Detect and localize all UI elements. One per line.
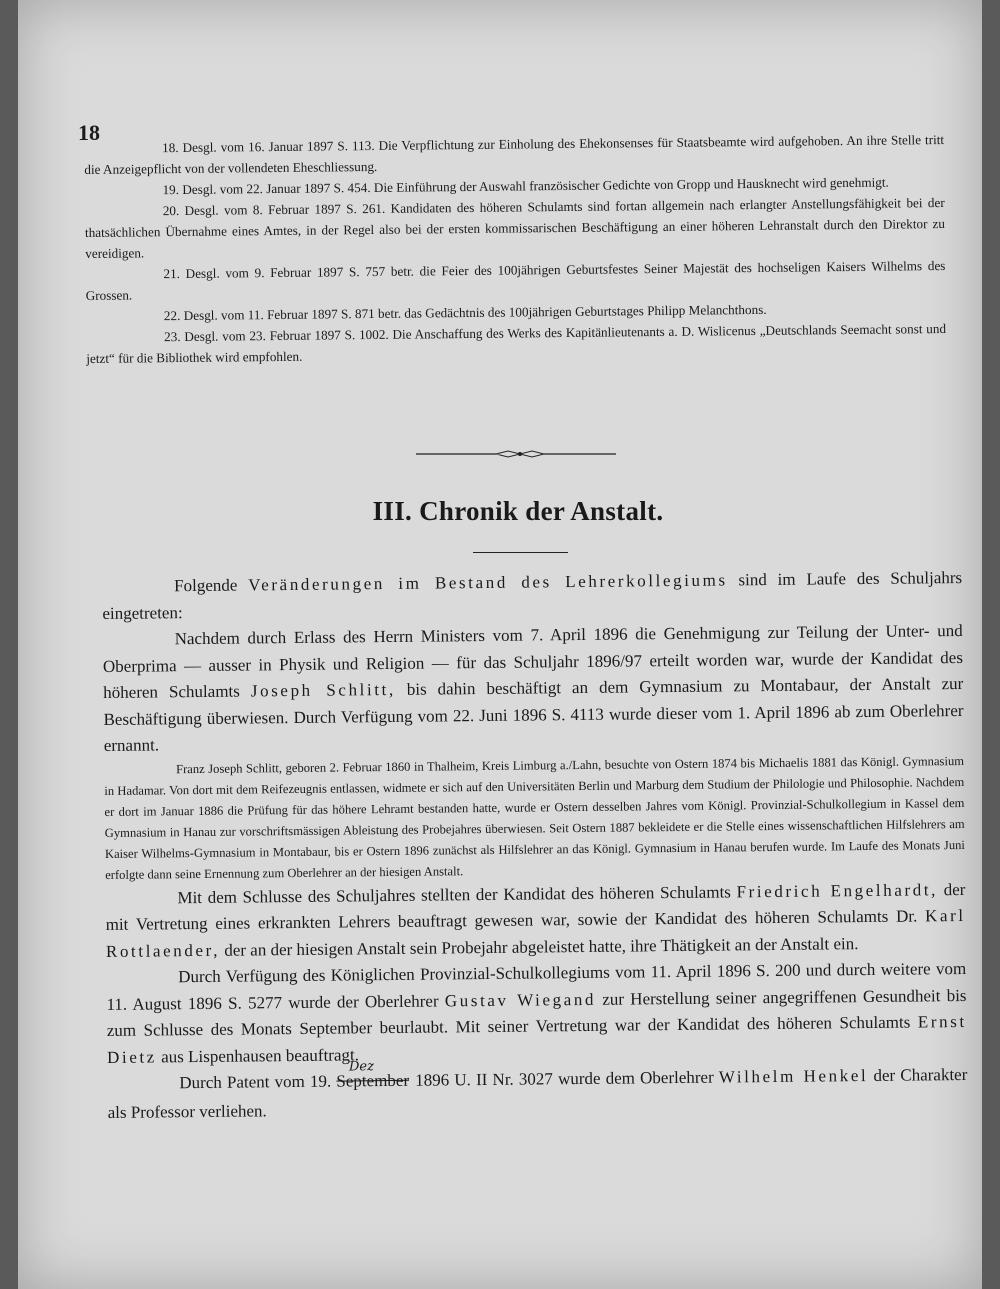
decree-item: 23. Desgl. vom 23. Februar 1897 S. 1002. Die Anschaffung des Werks des Kapitänlieutenants a. D. Wislicenus „Deutschlands Seemacht sonst und jetzt“ für die Bibliothek wird empfohlen. (86, 320, 947, 366)
title-rule (473, 552, 568, 553)
decree-item: 20. Desgl. vom 8. Februar 1897 S. 261. Kandidaten des höheren Schulamts sind fortan allgemein nach erlangter Anstellungsfähigkeit bei der thatsächlichen Übernahme eines Amtes, in der Regel also bei der ersten kommissarischen Beschäftigung an einer höheren Lehranstalt durch den Direktor zu vereidigen. (84, 194, 946, 261)
chronik-paragraph (106, 956, 967, 1071)
person-name: Ernst Dietz (106, 1011, 967, 1067)
page-number: 18 (78, 120, 100, 145)
text-run: Mit dem Schlusse des Schuljahres stellten der Kandidat des höheren Schulamts (177, 881, 731, 907)
person-name: Friedrich Engelhardt, (736, 879, 939, 901)
person-name: Karl Rottlaender, (105, 905, 966, 961)
struck-word: September (336, 1070, 410, 1091)
text-run: Folgende (174, 575, 238, 596)
text-run: aus Lispenhausen beauftragt. (161, 1044, 360, 1066)
text-run: bis dahin beschäftigt an dem Gymnasium zu Montabaur, der Anstalt zur Beschäftigung überwiesen. Durch Verfügung vom 22. Juni 1896 S. 4113 wurde dieser vom 1. April 1896 ab zum Oberlehrer ernannt. (103, 673, 964, 755)
decree-list (84, 129, 946, 369)
ornament-divider (416, 447, 616, 461)
person-name: Joseph Schlitt, (250, 679, 396, 701)
decree-item: 21. Desgl. vom 9. Februar 1897 S. 757 betr. die Feier des 100jährigen Geburtsfestes Seiner Majestät des hochseligen Kaisers Wilhelms des Grossen. (85, 257, 946, 303)
chronik-paragraph (105, 876, 966, 965)
person-name: Wilhelm Henkel (718, 1066, 869, 1087)
text-run: zur Herstellung seiner angegriffenen Gesundheit bis zum Schlusse des Monats September beurlaubt. Mit seiner Vertretung war der Kandidat des höheren Schulamts (106, 985, 967, 1040)
text-run: der an der hiesigen Anstalt sein Probejahr abgeleistet hatte, ihre Thätigkeit an der Anstalt ein. (224, 933, 859, 960)
biography-note: Franz Joseph Schlitt, geboren 2. Februar 1860 in Thalheim, Kreis Limburg a./Lahn, besuchte von Ostern 1874 bis Michaelis 1881 das Königl. Gymnasium in Hadamar. Von dort mit dem Reifezeugnis entlassen, widmete er sich auf den Universitäten Berlin und Marburg dem Studium der Philologie und Philosophie. Nachdem er dort im Januar 1886 die Prüfung für das höhere Lehramt bestanden hatte, wurde er Ostern desselben Jahres vom Königl. Provinzial-Schulkollegium in Kassel dem Gymnasium in Hanau zur vorschriftsmässigen Ableistung des Probejahres überwiesen. Seit Ostern 1887 bekleidete er die Stelle eines wissenschaftlichen Hilfslehrers am Kaiser Wilhelms-Gymnasium in Montabaur, bis er Ostern 1896 zunächst als Hilfslehrer an das Königl. Gymnasium in Hanau berufen wurde. Im Laufe des Monats Juni erfolgte dann seine Ernennung zum Oberlehrer an der hiesigen Anstalt. (104, 753, 965, 882)
decree-item: 19. Desgl. vom 22. Januar 1897 S. 454. Die Einführung der Auswahl französischer Gedichte von Gropp und Hausknecht wird genehmigt. (162, 174, 889, 198)
text-run: sind im Laufe des Schuljahrs eingetreten: (102, 567, 963, 623)
chronik-paragraph (107, 1059, 968, 1126)
handwritten-correction: Dez (348, 1059, 374, 1075)
section-title: III. Chronik der Anstalt. (372, 496, 664, 526)
person-name: Gustav Wiegand (444, 989, 597, 1010)
chronik-paragraph (103, 618, 964, 759)
text-run: der mit Vertretung eines erkrankten Lehrers beauftragt gewesen war, sowie der Kandidat des höheren Schulamts Dr. (105, 879, 966, 934)
decree-item: 18. Desgl. vom 16. Januar 1897 S. 113. Die Verpflichtung zur Einholung des Ehekonsenses für Staatsbeamte wird aufgehoben. An ihre Stelle tritt die Anzeigepflicht von der vollendeten Eheschliessung. (84, 131, 945, 177)
text-run: Durch Verfügung des Königlichen Provinzial-Schulkollegiums vom 11. April 1896 S. 200 und durch weitere vom 11. August 1896 S. 5277 wurde der Oberlehrer (106, 958, 967, 1014)
text-run: der Charakter als Professor verliehen. (107, 1064, 968, 1122)
chronik-paragraph (102, 565, 963, 627)
spaced-text: Veränderungen im Bestand des Lehrerkollegiums (248, 570, 728, 595)
text-run: Durch Patent vom 19. (179, 1071, 332, 1093)
decree-item: 22. Desgl. vom 11. Februar 1897 S. 871 betr. das Gedächtnis des 100jährigen Geburtstages Philipp Melanchthons. (163, 301, 767, 324)
document-page (18, 0, 982, 1289)
text-run: Nachdem durch Erlass des Herrn Ministers vom 7. April 1896 die Genehmigung zur Teilung der Unter- und Oberprima — ausser in Physik und Religion — für das Schuljahr 1896/97 erteilt worden war, wurde der Kandidat des höheren Schulamts (102, 620, 964, 702)
text-run: 1896 U. II Nr. 3027 wurde dem Oberlehrer (415, 1067, 714, 1090)
chronik-body (102, 565, 968, 1126)
